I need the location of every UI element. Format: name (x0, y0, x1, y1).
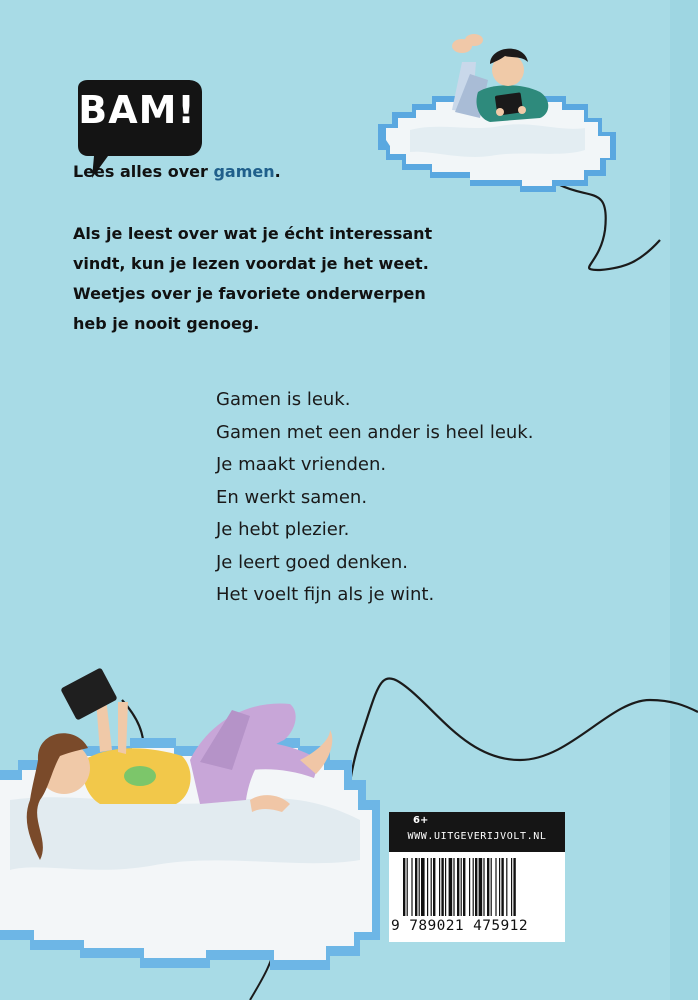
publisher-website: WWW.UITGEVERIJVOLT.NL (407, 831, 547, 842)
barcode-bar (487, 858, 489, 916)
barcode-bar (441, 858, 443, 916)
intro-line: Weetjes over je favoriete onderwerpen (73, 284, 426, 303)
poem-line: En werkt samen. (216, 486, 368, 508)
poem-line: Gamen met een ander is heel leuk. (216, 421, 534, 443)
poem-line: Je hebt plezier. (216, 519, 350, 540)
barcode-bar (407, 858, 408, 916)
barcode-bar (421, 858, 425, 916)
barcode-bar (461, 858, 462, 916)
barcode-bar (513, 858, 515, 916)
barcode-bar (427, 858, 428, 916)
barcode-bar (431, 858, 432, 916)
age-label: 6+ (413, 815, 429, 826)
intro-line: heb je nooit genoeg. (73, 314, 260, 333)
barcode-bar (415, 858, 417, 916)
barcode-bar (411, 858, 412, 916)
barcode-bar (439, 858, 440, 916)
poem-line: Het voelt fijn als je wint. (216, 584, 435, 605)
barcode-bar (449, 858, 453, 916)
barcode-bar (495, 858, 496, 916)
boy-figure (452, 34, 548, 122)
barcode-bar (483, 858, 484, 916)
intro-paragraph (73, 219, 453, 339)
barcode-bar (457, 858, 459, 916)
intro-line: Als je leest over wat je écht interessant (73, 224, 433, 243)
poem-line: Je maakt vrienden. (216, 454, 387, 475)
barcode-bar (453, 858, 454, 916)
poem-line: Je leert goed denken. (216, 551, 408, 573)
barcode-panel (389, 812, 565, 942)
barcode-bar (479, 858, 483, 916)
barcode-bars (403, 858, 553, 918)
barcode-bar (473, 858, 474, 916)
barcode-bar (511, 858, 512, 916)
barcode-bar (499, 858, 500, 916)
tagline-prefix: Lees alles over (73, 162, 214, 181)
barcode-bar (501, 858, 503, 916)
barcode-bar (491, 858, 492, 916)
barcode-bar (445, 858, 446, 916)
tagline (73, 162, 281, 181)
barcode-bar (463, 858, 465, 916)
tagline-suffix: . (274, 162, 281, 181)
barcode-bar (403, 858, 405, 916)
barcode-header (389, 812, 565, 852)
barcode-bar (475, 858, 477, 916)
tagline-topic: gamen (213, 162, 275, 181)
series-badge: BAM! (78, 88, 196, 132)
barcode-bar (433, 858, 435, 916)
barcode-bar (419, 858, 420, 916)
barcode-bar (506, 858, 507, 916)
poem-block (216, 384, 533, 612)
isbn-digits: 9 789021 475912 (391, 918, 528, 934)
poem-line: Gamen is leuk. (216, 389, 351, 410)
intro-line: vindt, kun je lezen voordat je het weet. (73, 254, 429, 273)
barcode-bar (469, 858, 470, 916)
